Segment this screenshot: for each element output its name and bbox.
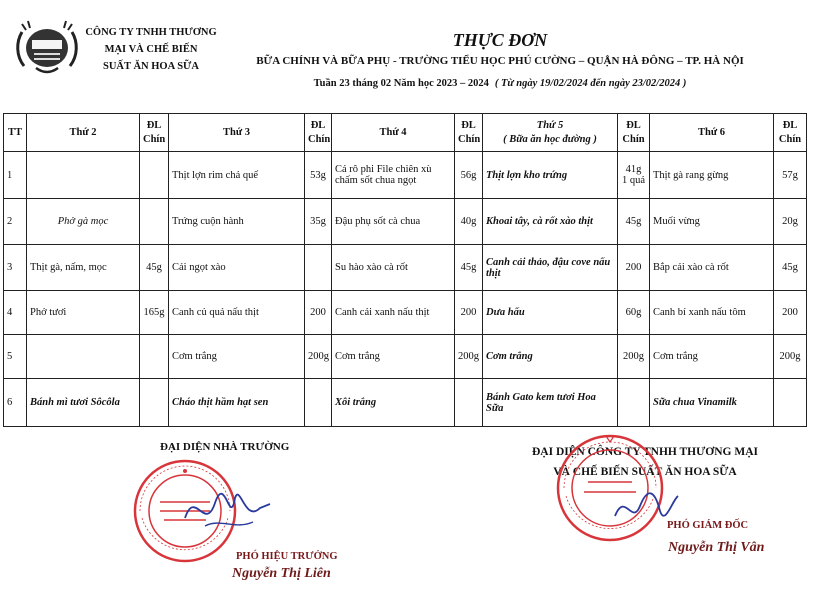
cell-fri-qty: 45g <box>774 245 807 291</box>
cell-tt: 4 <box>4 291 27 335</box>
cell-wed-qty: 40g <box>455 199 483 245</box>
cell-tue: Cơm trắng <box>169 335 305 379</box>
cell-tt: 3 <box>4 245 27 291</box>
cell-mon <box>27 152 140 199</box>
company-logo <box>14 18 80 76</box>
cell-thu-qty: 200 <box>618 245 650 291</box>
cell-tue: Trứng cuộn hành <box>169 199 305 245</box>
cell-tue-qty: 200 <box>305 291 332 335</box>
cell-tue: Canh củ quả nấu thịt <box>169 291 305 335</box>
header-qty: ĐL Chín <box>618 114 650 152</box>
header-fri: Thứ 6 <box>650 114 774 152</box>
header-thu: Thứ 5 ( Bữa ăn học đường ) <box>483 114 618 152</box>
cell-tue-qty <box>305 379 332 427</box>
page-title: THỰC ĐƠN <box>452 30 548 50</box>
cell-mon-qty: 45g <box>140 245 169 291</box>
table-row <box>4 245 807 291</box>
school-signature <box>175 478 275 538</box>
week-info <box>220 78 780 89</box>
cell-tue: Cải ngọt xào <box>169 245 305 291</box>
cell-wed: Xôi trắng <box>332 379 455 427</box>
header-qty: ĐL Chín <box>305 114 332 152</box>
cell-thu: Canh cải thảo, đậu cove nấu thịt <box>483 245 618 291</box>
cell-fri: Bắp cải xào cà rốt <box>650 245 774 291</box>
cell-fri-qty: 200 <box>774 291 807 335</box>
cell-wed: Cơm trắng <box>332 335 455 379</box>
cell-tue-qty: 35g <box>305 199 332 245</box>
school-signer-role: PHÓ HIỆU TRƯỞNG <box>236 551 338 562</box>
header-qty: ĐL Chín <box>140 114 169 152</box>
cell-mon: Phở gà mọc <box>27 199 140 245</box>
cell-mon <box>27 335 140 379</box>
cell-fri-qty <box>774 379 807 427</box>
cell-mon: Bánh mì tươi Sôcôla <box>27 379 140 427</box>
school-signer-name: Nguyễn Thị Liên <box>232 566 331 581</box>
cell-tt: 5 <box>4 335 27 379</box>
cell-tue-qty: 200g <box>305 335 332 379</box>
week-main: Tuần 23 tháng 02 Năm học 2023 – 2024 <box>313 78 489 89</box>
cell-fri: Canh bí xanh nấu tôm <box>650 291 774 335</box>
header-qty: ĐL Chín <box>455 114 483 152</box>
cell-thu: Bánh Gato kem tươi Hoa Sữa <box>483 379 618 427</box>
cell-thu-qty: 41g 1 quả <box>618 152 650 199</box>
table-row <box>4 199 807 245</box>
cell-wed: Su hào xào cà rốt <box>332 245 455 291</box>
cell-thu: Dưa hấu <box>483 291 618 335</box>
header-qty: ĐL Chín <box>774 114 807 152</box>
cell-thu: Khoai tây, cà rốt xào thịt <box>483 199 618 245</box>
cell-fri: Cơm trắng <box>650 335 774 379</box>
cell-fri: Muối vừng <box>650 199 774 245</box>
cell-wed: Canh cải xanh nấu thịt <box>332 291 455 335</box>
cell-fri: Sữa chua Vinamilk <box>650 379 774 427</box>
cell-mon-qty <box>140 335 169 379</box>
cell-wed: Cá rô phi File chiên xù chấm sốt chua ngọt <box>332 152 455 199</box>
cell-wed-qty: 56g <box>455 152 483 199</box>
cell-fri: Thịt gà rang gừng <box>650 152 774 199</box>
cell-tue: Cháo thịt hầm hạt sen <box>169 379 305 427</box>
header-wed: Thứ 4 <box>332 114 455 152</box>
cell-fri-qty: 200g <box>774 335 807 379</box>
header-tue: Thứ 3 <box>169 114 305 152</box>
company-representative-line-2: VÀ CHẾ BIẾN SUẤT ĂN HOA SỮA <box>553 466 737 478</box>
cell-mon: Thịt gà, nấm, mọc <box>27 245 140 291</box>
cell-wed-qty: 200 <box>455 291 483 335</box>
cell-wed-qty: 200g <box>455 335 483 379</box>
cell-fri-qty: 20g <box>774 199 807 245</box>
cell-thu: Cơm trắng <box>483 335 618 379</box>
cell-mon-qty: 165g <box>140 291 169 335</box>
header-tt: TT <box>4 114 27 152</box>
cell-tt: 1 <box>4 152 27 199</box>
menu-table <box>3 113 807 427</box>
table-row <box>4 291 807 335</box>
cell-wed-qty <box>455 379 483 427</box>
header-mon: Thứ 2 <box>27 114 140 152</box>
cell-mon: Phở tươi <box>27 291 140 335</box>
table-row <box>4 152 807 199</box>
cell-thu-qty: 45g <box>618 199 650 245</box>
company-signer-name: Nguyễn Thị Vân <box>668 540 765 555</box>
table-row <box>4 379 807 427</box>
company-name-line-2: MẠI VÀ CHẾ BIẾN <box>104 44 198 55</box>
cell-fri-qty: 57g <box>774 152 807 199</box>
cell-tue: Thịt lợn rim chả quế <box>169 152 305 199</box>
company-name-line-3: SUẤT ĂN HOA SỮA <box>103 61 199 72</box>
cell-wed: Đậu phụ sốt cà chua <box>332 199 455 245</box>
company-name <box>82 24 220 75</box>
cell-mon-qty <box>140 199 169 245</box>
cell-tue-qty: 53g <box>305 152 332 199</box>
table-header-row <box>4 114 807 152</box>
table-row <box>4 335 807 379</box>
cell-tue-qty <box>305 245 332 291</box>
cell-tt: 2 <box>4 199 27 245</box>
company-signer-role: PHÓ GIÁM ĐỐC <box>667 520 749 531</box>
cell-mon-qty <box>140 379 169 427</box>
cell-tt: 6 <box>4 379 27 427</box>
company-representative-line-1: ĐẠI DIỆN CÔNG TY TNHH THƯƠNG MẠI <box>532 446 758 458</box>
cell-thu: Thịt lợn kho trứng <box>483 152 618 199</box>
school-representative-title: ĐẠI DIỆN NHÀ TRƯỜNG <box>160 441 290 453</box>
page-subtitle: BỮA CHÍNH VÀ BỮA PHỤ - TRƯỜNG TIỂU HỌC PHÚ CƯỜNG – QUẬN HÀ ĐÔNG – TP. HÀ NỘI <box>256 55 744 67</box>
cell-thu-qty: 60g <box>618 291 650 335</box>
week-range: ( Từ ngày 19/02/2024 đến ngày 23/02/2024 ) <box>494 78 687 89</box>
cell-thu-qty <box>618 379 650 427</box>
cell-thu-qty: 200g <box>618 335 650 379</box>
company-name-line-1: CÔNG TY TNHH THƯƠNG <box>85 27 217 38</box>
cell-wed-qty: 45g <box>455 245 483 291</box>
cell-mon-qty <box>140 152 169 199</box>
